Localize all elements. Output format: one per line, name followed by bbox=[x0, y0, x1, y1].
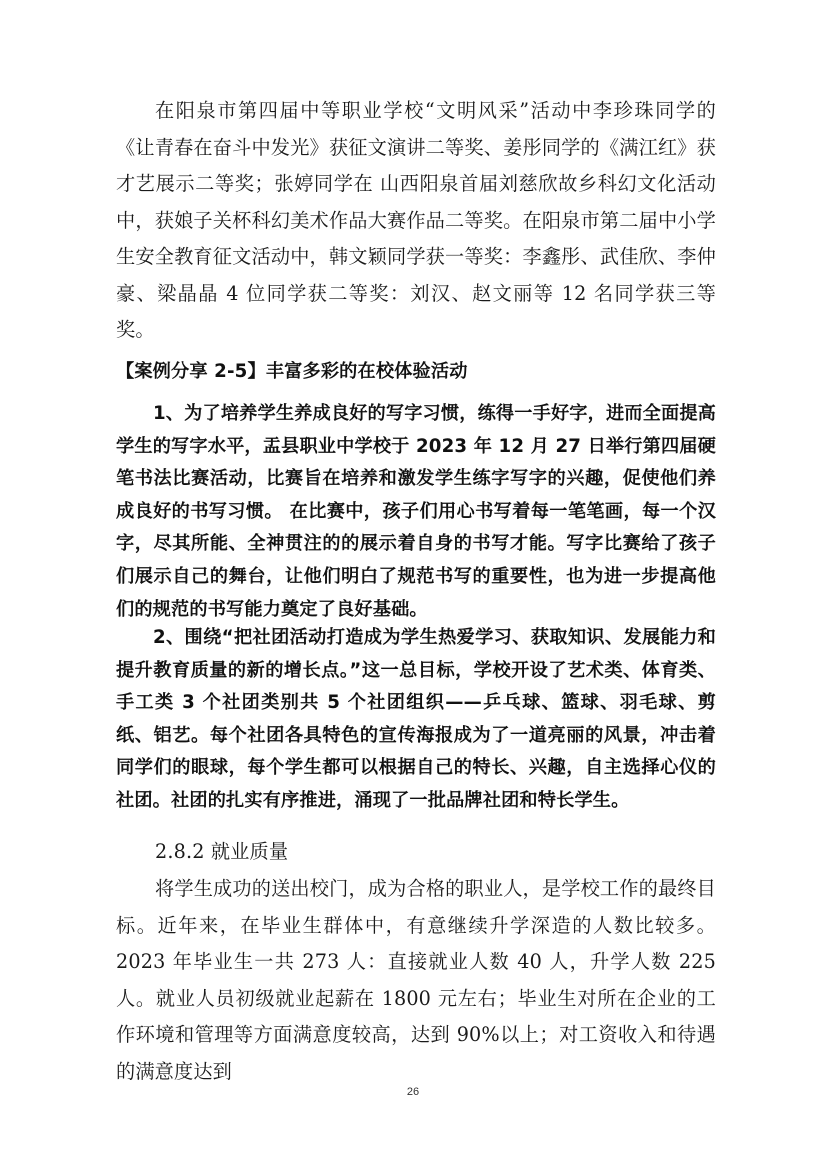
awards-paragraph: 在阳泉市第四届中等职业学校“文明风采”活动中李珍珠同学的《让青春在奋斗中发光》获征文演讲二等奖、姜彤同学的《满江红》获才艺展示二等奖；张婷同学在 山西阳泉首届刘慈欣故乡科幻文化活动中，获娘子关杯科幻美术作品大赛作品二等奖。在阳泉市第二届中小学生安全教育征文活动中，韩文颖同学获一等奖：李鑫彤、武佳欣、李仲豪、梁晶晶 4 位同学获二等奖：刘汉、赵文丽等 12 名同学获三等奖。 bbox=[116, 99, 716, 341]
section-heading-employment-quality: 2.8.2 就业质量 bbox=[155, 840, 289, 863]
case-share-heading: 【案例分享 2-5】丰富多彩的在校体验活动 bbox=[116, 361, 468, 382]
case-item-calligraphy: 1、为了培养学生养成良好的写字习惯，练得一手好字，进而全面提高学生的写字水平，盂县职业中学校于 2023 年 12 月 27 日举行第四届硬笔书法比赛活动，比赛旨在培养和激发学生练字写字的兴趣，促使他们养成良好的书写习惯。 在比赛中，孩子们用心书写着每一笔笔画，每一个汉字，尽其所能、全神贯注的的展示着自身的书写才能。写字比赛给了孩子们展示自己的舞台，让他们明白了规范书写的重要性，也为进一步提高他们的规范的书写能力奠定了良好基础。 bbox=[116, 403, 716, 620]
page-number: 26 bbox=[406, 1086, 420, 1098]
case-item-clubs: 2、围绕“把社团活动打造成为学生热爱学习、获取知识、发展能力和提升教育质量的新的增长点。”这一总目标，学校开设了艺术类、体育类、手工类 3 个社团类别共 5 个社团组织——乒乓球、篮球、羽毛球、剪纸、铝艺。每个社团各具特色的宣传海报成为了一道亮丽的风景，冲击着同学们的眼球，每个学生都可以根据自己的特长、兴趣，自主选择心仪的社团。社团的扎实有序推进，涌现了一批品牌社团和特长学生。 bbox=[116, 627, 716, 811]
employment-paragraph: 将学生成功的送出校门，成为合格的职业人，是学校工作的最终目标。近年来，在毕业生群体中，有意继续升学深造的人数比较多。2023 年毕业生一共 273 人：直接就业人数 40 人，升学人数 225 人。就业人员初级就业起薪在 1800 元左右；毕业生对所在企业的工作环境和管理等方面满意度较高，达到 90%以上；对工资收入和待遇的满意度达到 bbox=[116, 877, 716, 1083]
